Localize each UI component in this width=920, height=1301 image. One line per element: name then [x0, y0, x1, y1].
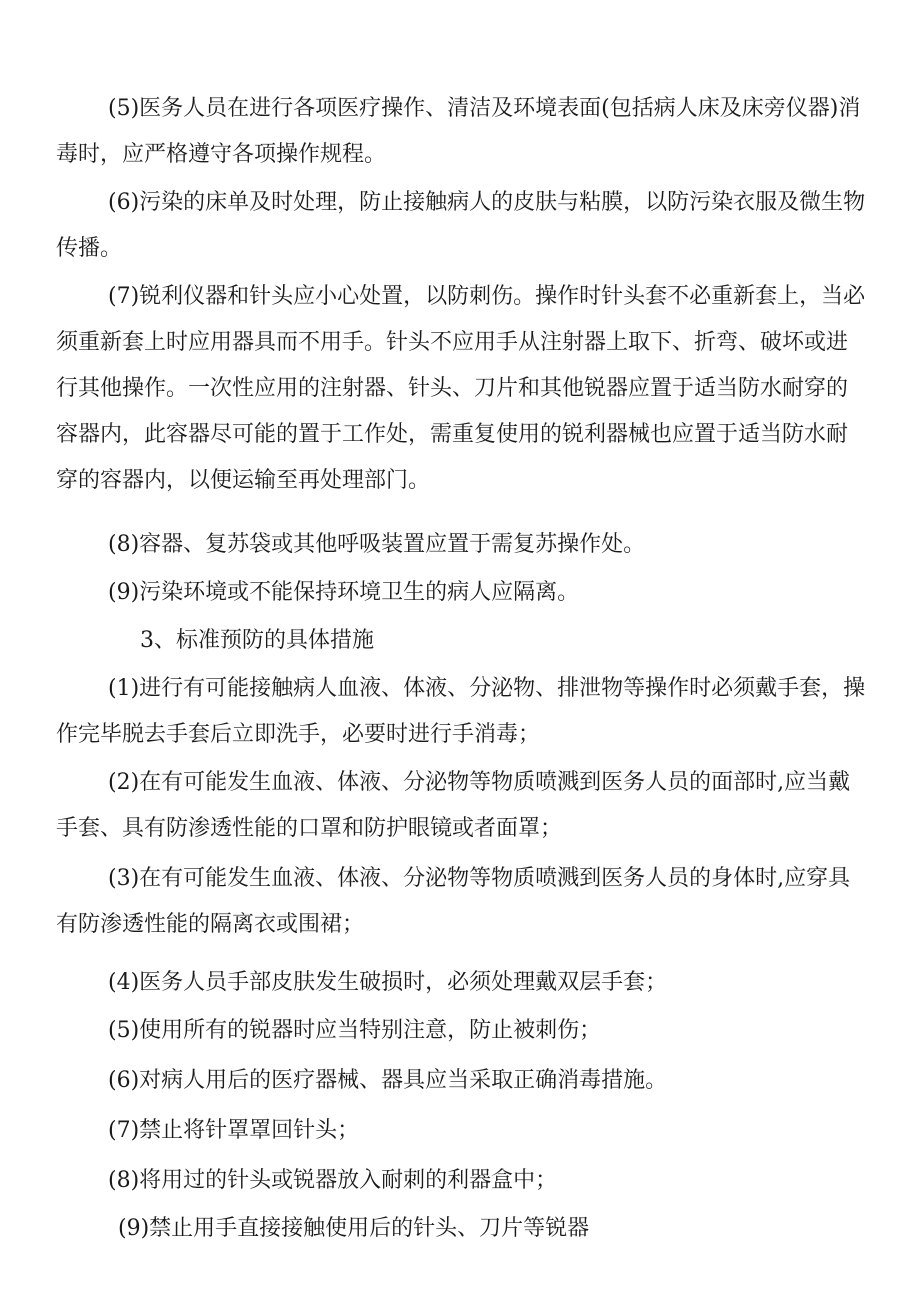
- measure-4-double-gloves: (4)医务人员手部皮肤发生破损时，必须处理戴双层手套；: [108, 970, 668, 995]
- measure-1-gloves: (1)进行有可能接触病人血液、体液、分泌物、排泄物等操作时必须戴手套，操作完毕脱去手套后立即洗手，必要时进行手消毒；: [56, 676, 866, 747]
- section-heading-3: 3、标准预防的具体措施: [140, 628, 374, 653]
- measure-3-gown: (3)在有可能发生血液、体液、分泌物等物质喷溅到医务人员的身体时,应穿具有防渗透性能的隔离衣或围裙；: [56, 866, 851, 937]
- measure-5-sharps-care: (5)使用所有的锐器时应当特别注意，防止被刺伤；: [108, 1018, 602, 1043]
- paragraph-7-sharps: (7)锐利仪器和针头应小心处置，以防刺伤。操作时针头套不必重新套上，当必须重新套上时应用器具而不用手。针头不应用手从注射器上取下、折弯、破坏或进行其他操作。一次性应用的注射器、针头、刀片和其他锐器应置于适当防水耐穿的容器内，此容器尽可能的置于工作处，需重复使用的锐利器械也应置于适当防水耐穿的容器内，以便运输至再处理部门。: [56, 284, 866, 493]
- paragraph-6-bedsheets: (6)污染的床单及时处理，防止接触病人的皮肤与粘膜，以防污染衣服及微生物传播。: [56, 190, 866, 261]
- measure-6-equipment-disinfection: (6)对病人用后的医疗器械、器具应当采取正确消毒措施。: [108, 1068, 668, 1093]
- measure-8-sharps-box: (8)将用过的针头或锐器放入耐刺的利器盒中；: [108, 1168, 558, 1193]
- paragraph-8-resuscitation: (8)容器、复苏袋或其他呼吸装置应置于需复苏操作处。: [108, 532, 646, 557]
- measure-2-face-protection: (2)在有可能发生血液、体液、分泌物等物质喷溅到医务人员的面部时,应当戴手套、具有防渗透性能的口罩和防护眼镜或者面罩；: [56, 770, 851, 841]
- paragraph-5-disinfection: (5)医务人员在进行各项医疗操作、清洁及环境表面(包括病人床及床旁仪器)消毒时，应严格遵守各项操作规程。: [56, 96, 861, 167]
- measure-7-no-recapping: (7)禁止将针罩罩回针头；: [108, 1118, 360, 1143]
- measure-9-no-direct-contact: (9)禁止用手直接接触使用后的针头、刀片等锐器: [118, 1216, 590, 1241]
- paragraph-9-isolation: (9)污染环境或不能保持环境卫生的病人应隔离。: [108, 580, 580, 605]
